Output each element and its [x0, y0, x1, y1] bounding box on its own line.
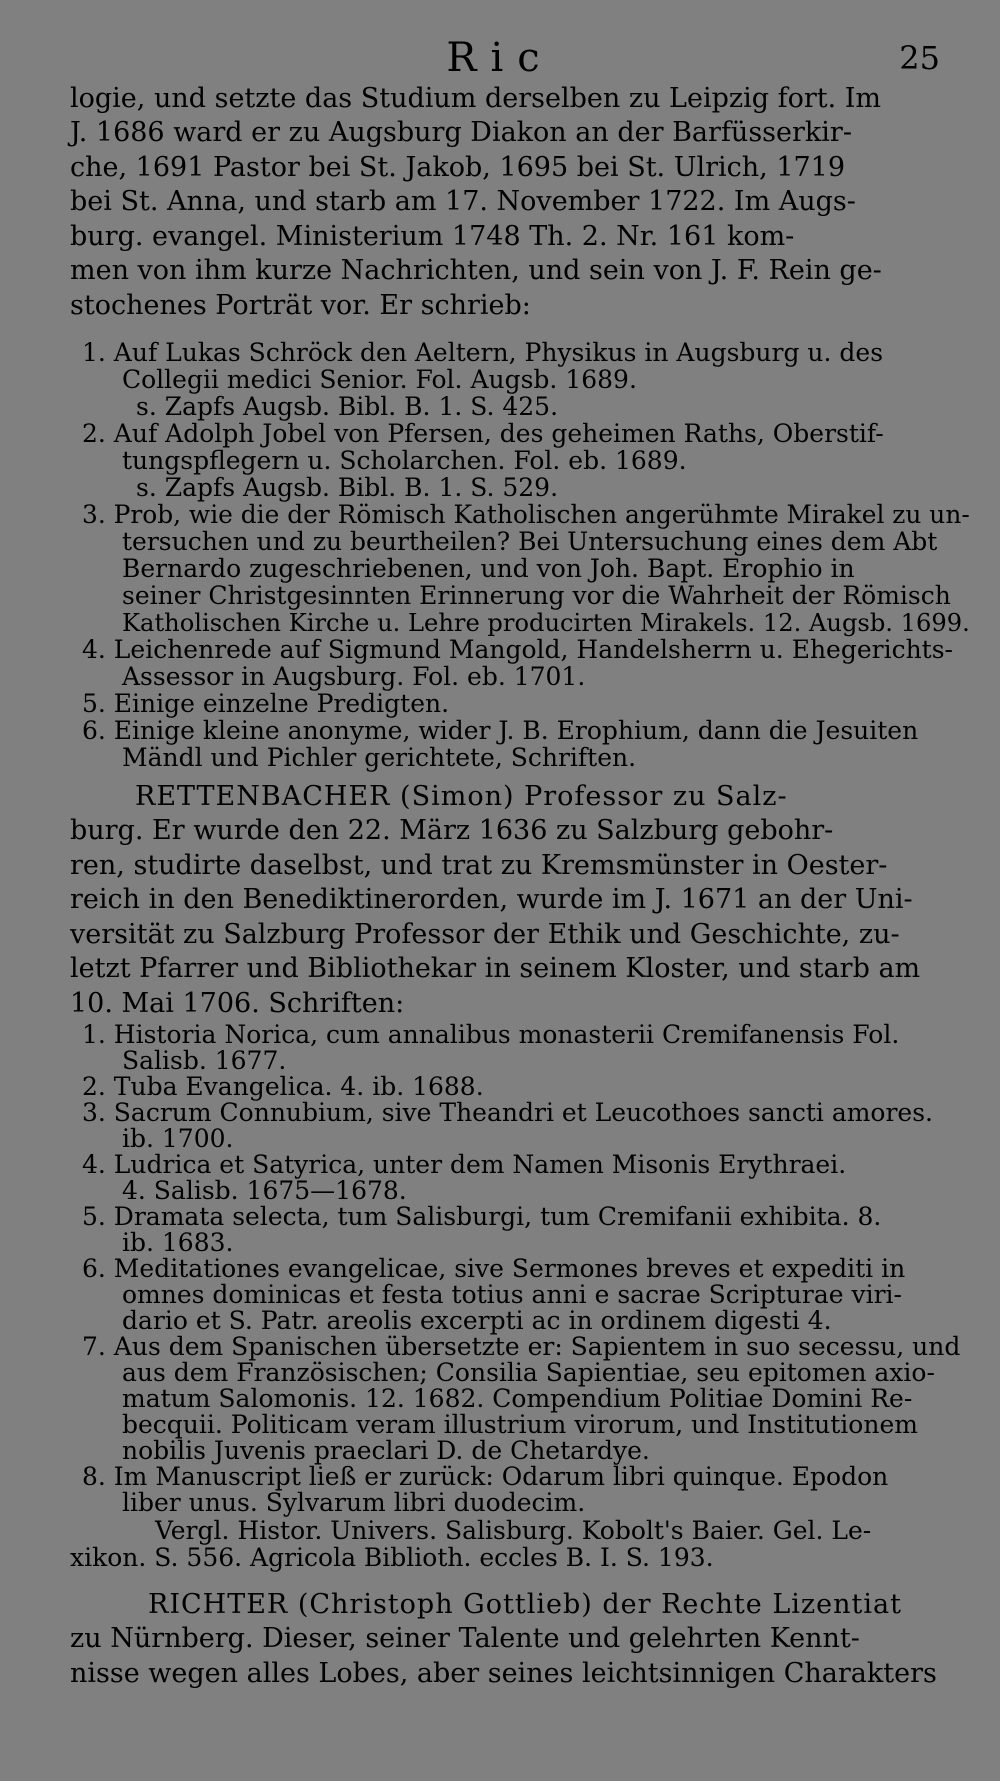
list-item: 5. Einige einzelne Predigten.: [82, 689, 450, 718]
list-item-continuation: liber unus. Sylvarum libri duodecim.: [122, 1488, 586, 1517]
text-line: logie, und setzte das Studium derselben zu Leipzig fort. Im: [70, 83, 882, 114]
reference-note: xikon. S. 556. Agricola Biblioth. eccles B. I. S. 193.: [70, 1543, 714, 1572]
text-line: stochenes Porträt vor. Er schrieb:: [70, 290, 531, 321]
list-item-continuation: aus dem Französischen; Consilia Sapientiae, seu epitomen axio-: [122, 1358, 935, 1387]
list-item-continuation: seiner Christgesinnten Erinnerung vor die Wahrheit der Römisch: [122, 581, 951, 610]
text-line: men von ihm kurze Nachrichten, und sein von J. F. Rein ge-: [70, 255, 882, 286]
list-item: 3. Sacrum Connubium, sive Theandri et Leucothoes sancti amores.: [82, 1098, 934, 1127]
entry-heading: RETTENBACHER (Simon) Professor zu Salz-: [135, 781, 788, 812]
list-item: 2. Tuba Evangelica. 4. ib. 1688.: [82, 1072, 484, 1101]
text-line: burg. evangel. Ministerium 1748 Th. 2. Nr. 161 kom-: [70, 221, 795, 252]
list-item: 1. Auf Lukas Schröck den Aeltern, Physikus in Augsburg u. des: [82, 338, 884, 367]
list-item: 3. Prob, wie die der Römisch Katholischen angerühmte Mirakel zu un-: [82, 500, 970, 529]
list-item-continuation: ib. 1700.: [122, 1124, 234, 1153]
text-line: J. 1686 ward er zu Augsburg Diakon an der Barfüsserkir-: [70, 117, 852, 148]
list-item: 7. Aus dem Spanischen übersetzte er: Sapientem in suo secessu, und: [82, 1332, 961, 1361]
list-item-continuation: Assessor in Augsburg. Fol. eb. 1701.: [122, 662, 586, 691]
text-line: ren, studirte daselbst, und trat zu Kremsmünster in Oester-: [70, 850, 888, 881]
list-item-continuation: tersuchen und zu beurtheilen? Bei Untersuchung eines dem Abt: [122, 527, 938, 556]
entry-heading: RICHTER (Christoph Gottlieb) der Rechte Lizentiat: [148, 1589, 902, 1620]
list-item: 2. Auf Adolph Jobel von Pfersen, des geheimen Raths, Oberstif-: [82, 419, 884, 448]
list-item-continuation: ib. 1683.: [122, 1228, 234, 1257]
list-item-continuation: Salisb. 1677.: [122, 1046, 287, 1075]
list-item-continuation: dario et S. Patr. areolis excerpti ac in ordinem digesti 4.: [122, 1306, 832, 1335]
text-line: 10. Mai 1706. Schriften:: [70, 988, 405, 1019]
text-line: reich in den Benediktinerorden, wurde im J. 1671 an der Uni-: [70, 884, 913, 915]
text-line: che, 1691 Pastor bei St. Jakob, 1695 bei St. Ulrich, 1719: [70, 152, 846, 183]
reference-note: Vergl. Histor. Univers. Salisburg. Kobolt's Baier. Gel. Le-: [155, 1516, 872, 1545]
list-item-continuation: 4. Salisb. 1675—1678.: [122, 1176, 407, 1205]
list-item-continuation: Bernardo zugeschriebenen, und von Joh. Bapt. Erophio in: [122, 554, 855, 583]
reference-note: s. Zapfs Augsb. Bibl. B. 1. S. 529.: [136, 473, 559, 502]
text-line: burg. Er wurde den 22. März 1636 zu Salzburg gebohr-: [70, 815, 834, 846]
list-item-continuation: Collegii medici Senior. Fol. Augsb. 1689.: [122, 365, 637, 394]
list-item: 6. Meditationes evangelicae, sive Sermones breves et expediti in: [82, 1254, 906, 1283]
list-item-continuation: matum Salomonis. 12. 1682. Compendium Politiae Domini Re-: [122, 1384, 913, 1413]
list-item: 8. Im Manuscript ließ er zurück: Odarum libri quinque. Epodon: [82, 1462, 889, 1491]
list-item-continuation: nobilis Juvenis praeclari D. de Chetardye.: [122, 1436, 650, 1465]
list-item-continuation: omnes dominicas et festa totius anni e sacrae Scripturae viri-: [122, 1280, 903, 1309]
list-item: 4. Ludrica et Satyrica, unter dem Namen Misonis Erythraei.: [82, 1150, 847, 1179]
text-line: versität zu Salzburg Professor der Ethik und Geschichte, zu-: [70, 919, 900, 950]
list-item-continuation: Katholischen Kirche u. Lehre producirten Mirakels. 12. Augsb. 1699.: [122, 609, 970, 637]
list-item: 1. Historia Norica, cum annalibus monasterii Cremifanensis Fol.: [82, 1020, 900, 1049]
text-line: zu Nürnberg. Dieser, seiner Talente und gelehrten Kennt-: [70, 1623, 860, 1654]
list-item: 5. Dramata selecta, tum Salisburgi, tum Cremifanii exhibita. 8.: [82, 1202, 882, 1231]
running-header-title: Ric: [446, 35, 554, 81]
text-line: letzt Pfarrer und Bibliothekar in seinem Kloster, und starb am: [70, 953, 921, 984]
list-item: 4. Leichenrede auf Sigmund Mangold, Handelsherrn u. Ehegerichts-: [82, 635, 954, 664]
list-item-continuation: becquii. Politicam veram illustrium virorum, und Institutionem: [122, 1410, 918, 1439]
list-item-continuation: tungspflegern u. Scholarchen. Fol. eb. 1689.: [122, 446, 687, 475]
list-item-continuation: Mändl und Pichler gerichtete, Schriften.: [122, 743, 637, 772]
list-item: 6. Einige kleine anonyme, wider J. B. Erophium, dann die Jesuiten: [82, 716, 919, 745]
reference-note: s. Zapfs Augsb. Bibl. B. 1. S. 425.: [136, 392, 559, 421]
text-line: nisse wegen alles Lobes, aber seines leichtsinnigen Charakters: [70, 1658, 937, 1689]
page-number: 25: [899, 39, 940, 77]
text-line: bei St. Anna, und starb am 17. November 1722. Im Augs-: [70, 186, 856, 217]
